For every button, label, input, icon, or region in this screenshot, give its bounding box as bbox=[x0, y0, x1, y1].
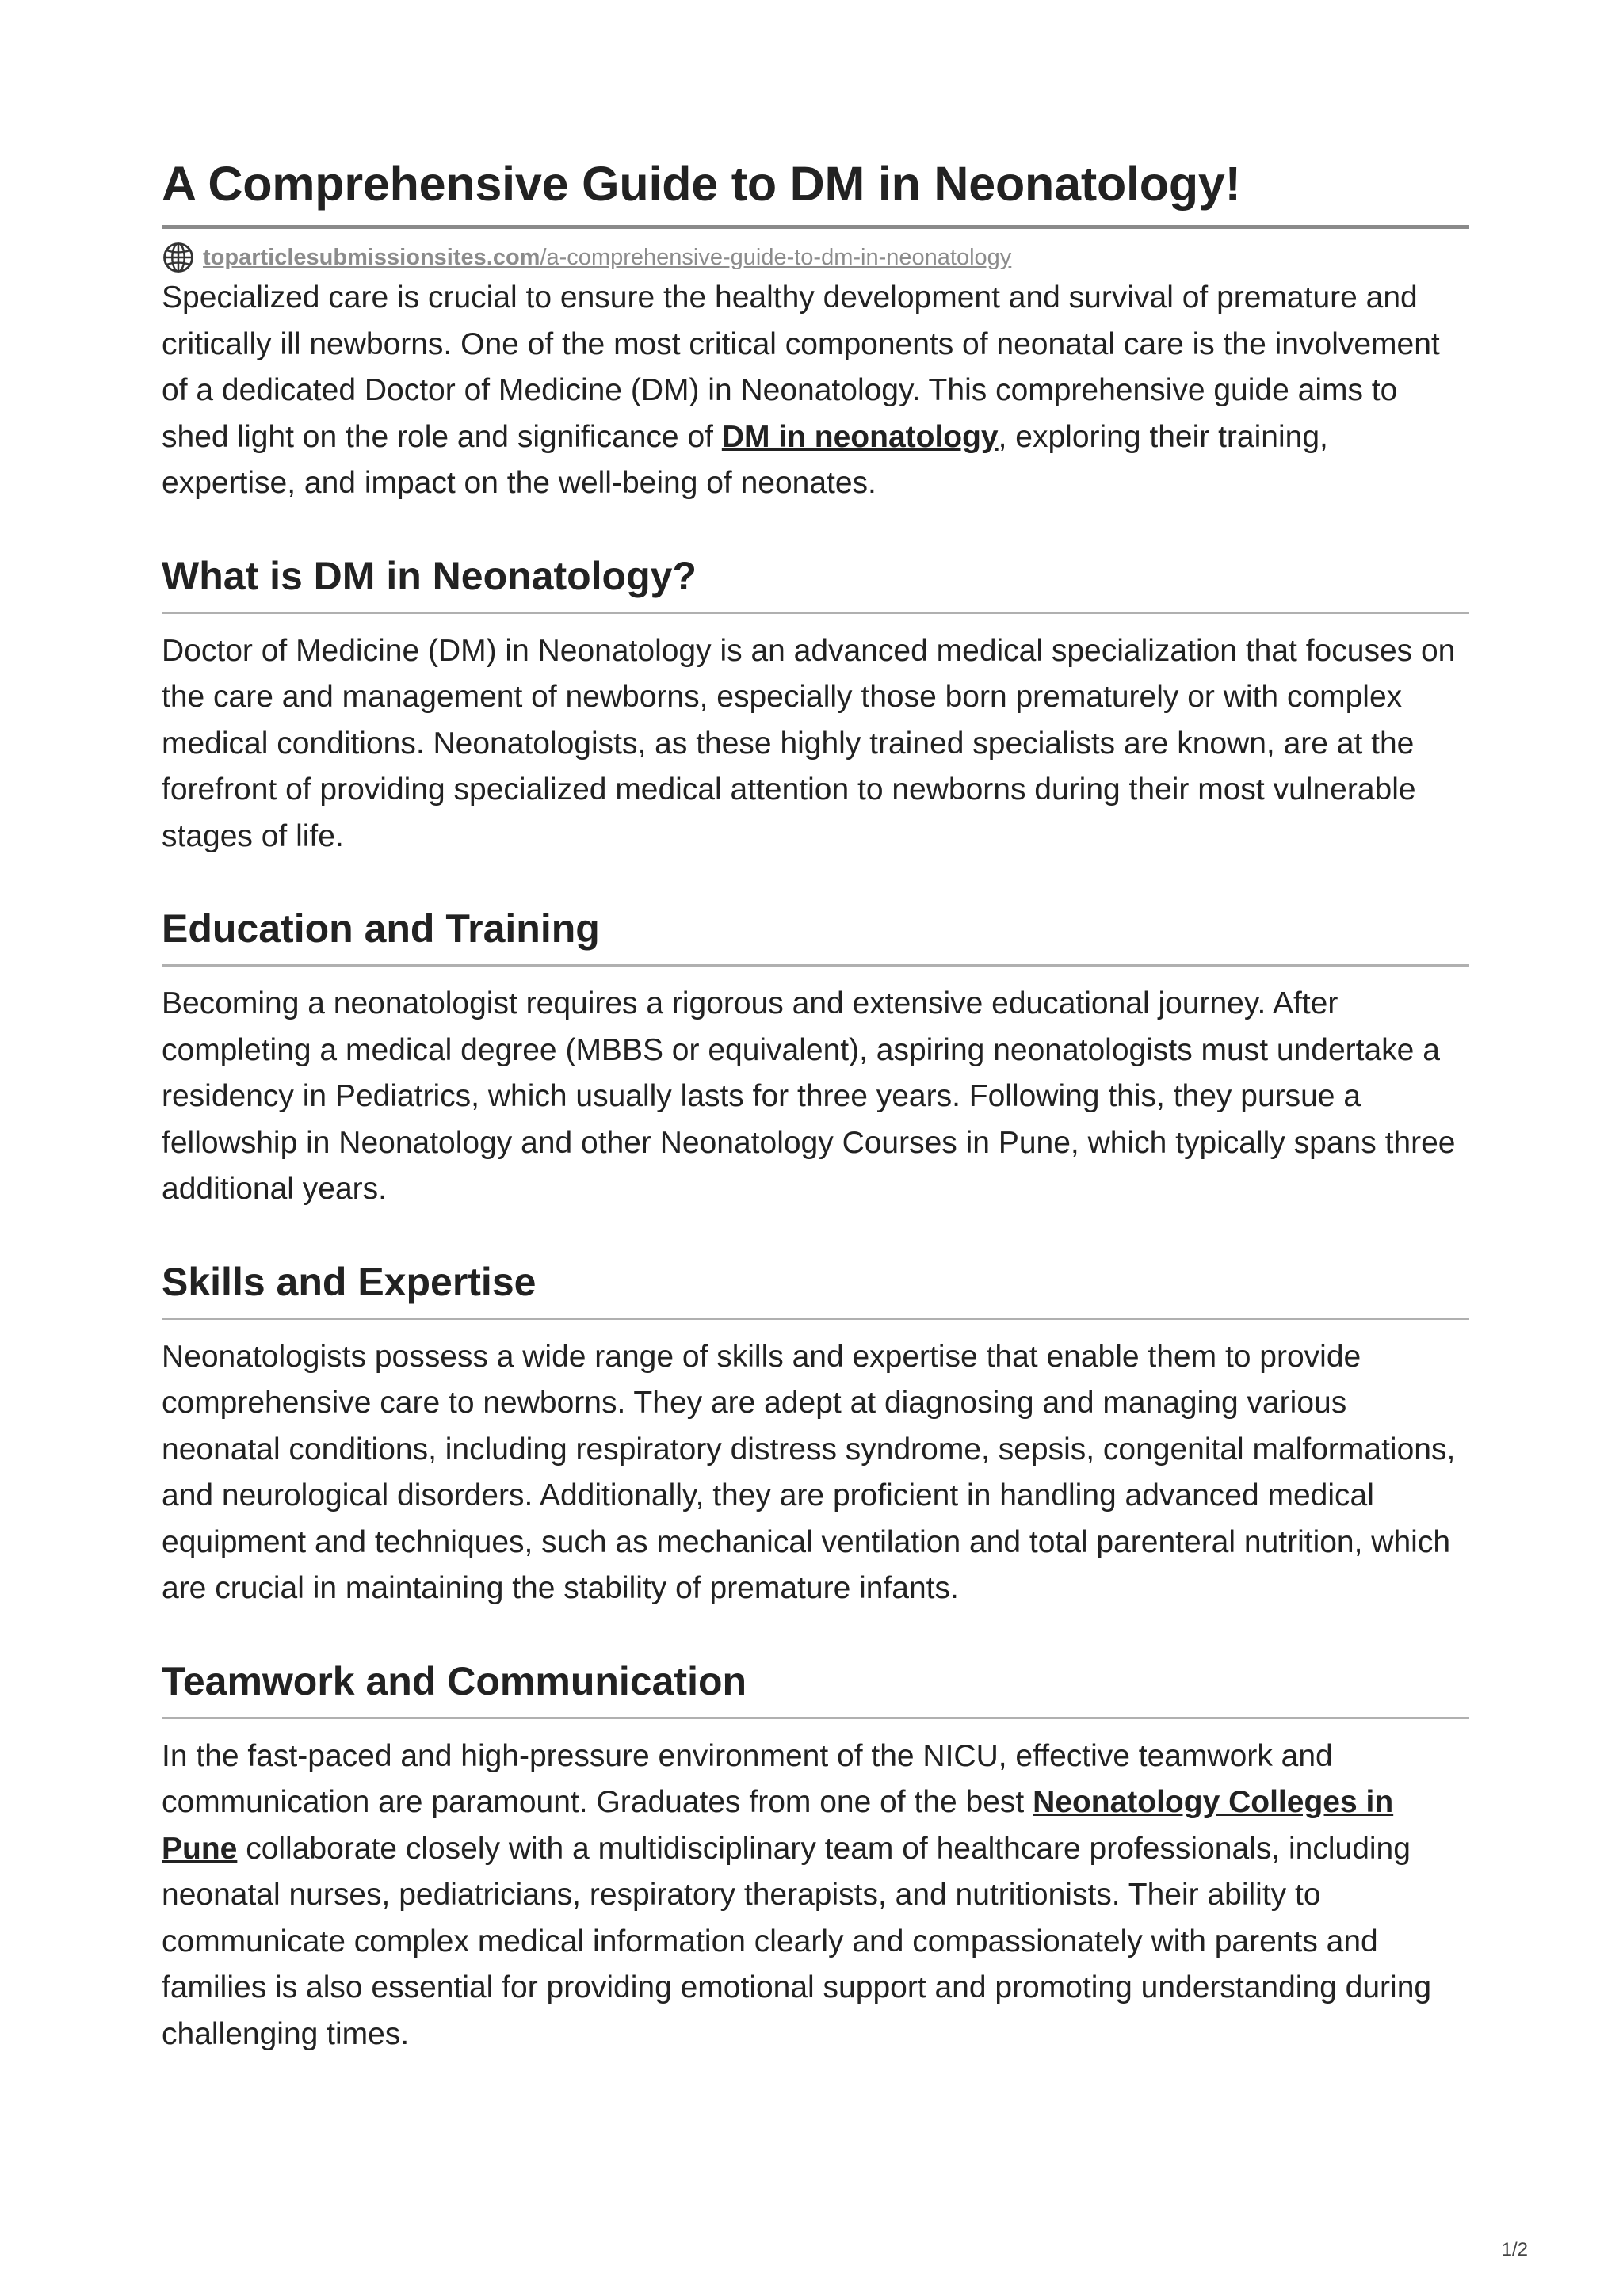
section-body-end: collaborate closely with a multidisciplinary team of healthcare professionals, including neonatal nurses, pediatricians, respiratory therapists, and nutritionists. Their ability to communicate complex medical information clearly and compassionately with parents and families is also essential for providing emotional support and promoting understanding during challenging times. bbox=[162, 1831, 1432, 2051]
intro-paragraph bbox=[162, 275, 1469, 507]
source-link[interactable] bbox=[203, 245, 1011, 271]
page-number: 1/2 bbox=[1501, 2239, 1528, 2260]
title-divider bbox=[162, 225, 1469, 229]
source-line bbox=[162, 240, 1469, 275]
globe-icon bbox=[162, 241, 195, 274]
source-path: /a-comprehensive-guide-to-dm-in-neonatology bbox=[540, 244, 1012, 270]
section-heading: Skills and Expertise bbox=[162, 1259, 537, 1304]
source-domain: toparticlesubmissionsites.com bbox=[203, 244, 540, 270]
article-title: A Comprehensive Guide to DM in Neonatology! bbox=[162, 157, 1241, 211]
section-body bbox=[162, 1733, 1469, 2058]
section-body-start: In the fast-paced and high-pressure environment of the NICU, effective teamwork and communication are paramount. Graduates from one of the best bbox=[162, 1738, 1333, 1819]
section-what-is-dm bbox=[162, 548, 1469, 860]
article bbox=[162, 151, 1469, 2058]
section-heading: Teamwork and Communication bbox=[162, 1658, 747, 1703]
section-body: Doctor of Medicine (DM) in Neonatology is an advanced medical specialization that focuses on the care and management of newborns, especially those born prematurely or with complex medical conditions. Neonatologists, as these highly trained specialists are known, are at the forefront of providing specialized medical attention to newborns during their most vulnerable stages of life. bbox=[162, 633, 1456, 853]
section-heading: What is DM in Neonatology? bbox=[162, 553, 697, 598]
section-education-training bbox=[162, 901, 1469, 1213]
neonatology-colleges-link[interactable]: Neonatology Colleges in Pune bbox=[162, 1785, 1394, 1866]
section-teamwork-communication bbox=[162, 1653, 1469, 2058]
intro-text-start: Specialized care is crucial to ensure the healthy development and survival of premature and critically ill newborns. One of the most critical components of neonatal care is the involvement of a dedicated Doctor of Medicine (DM) in Neonatology. This comprehensive guide aims to shed light on the role and significance of bbox=[162, 280, 1440, 454]
section-divider bbox=[162, 1717, 1469, 1719]
section-divider bbox=[162, 612, 1469, 614]
section-body: Becoming a neonatologist requires a rigorous and extensive educational journey. After completing a medical degree (MBBS or equivalent), aspiring neonatologists must undertake a residency in Pediatrics, which usually lasts for three years. Following this, they pursue a fellowship in Neonatology and other Neonatology Courses in Pune, which typically spans three additional years. bbox=[162, 986, 1456, 1206]
section-divider bbox=[162, 1318, 1469, 1320]
section-divider bbox=[162, 964, 1469, 967]
section-heading: Education and Training bbox=[162, 906, 600, 951]
intro-text-end: , exploring their training, expertise, and impact on the well-being of neonates. bbox=[162, 419, 1328, 500]
section-skills-expertise bbox=[162, 1254, 1469, 1612]
section-body: Neonatologists possess a wide range of skills and expertise that enable them to provide comprehensive care to newborns. They are adept at diagnosing and managing various neonatal conditions, including respiratory distress syndrome, sepsis, congenital malformations, and neurological disorders. Additionally, they are proficient in handling advanced medical equipment and techniques, such as mechanical ventilation and total parenteral nutrition, which are crucial in maintaining the stability of premature infants. bbox=[162, 1339, 1456, 1605]
dm-in-neonatology-link[interactable]: DM in neonatology bbox=[721, 419, 999, 454]
